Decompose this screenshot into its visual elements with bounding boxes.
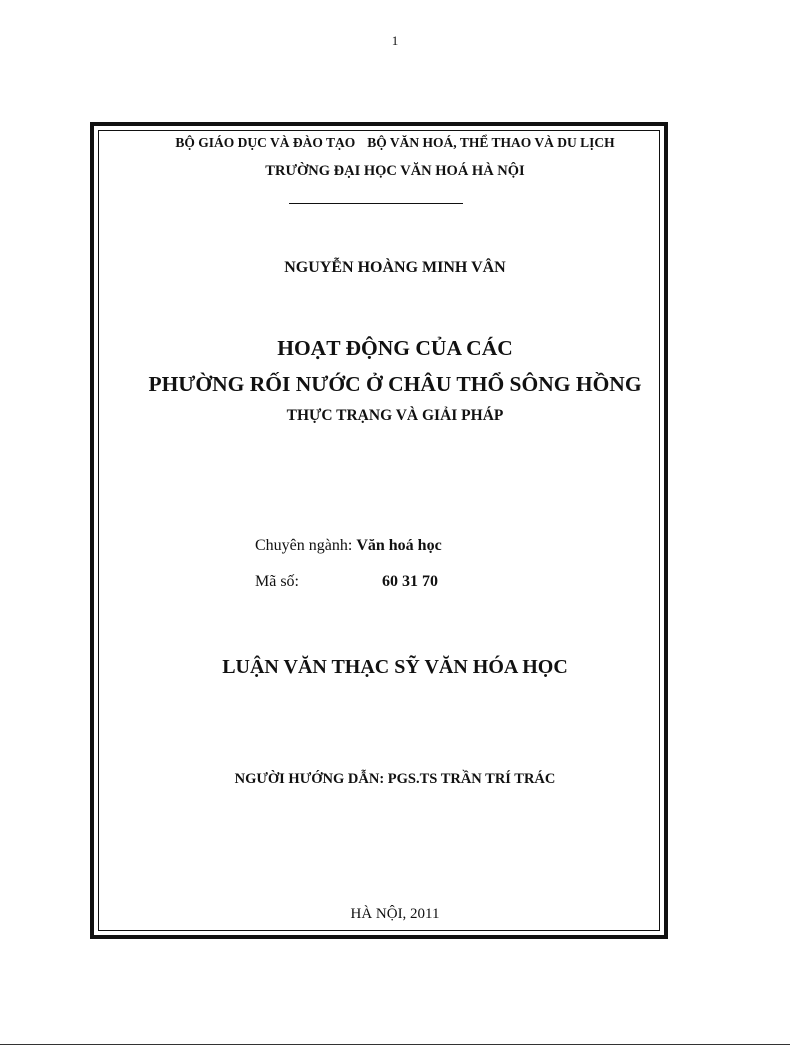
place-year: HÀ NỘI, 2011 [350,906,440,922]
cover-border [90,122,668,939]
thesis-type: LUẬN VĂN THẠC SỸ VĂN HÓA HỌC [222,656,568,678]
cover-inner-border [98,130,660,931]
ministry-culture: BỘ VĂN HOÁ, THỂ THAO VÀ DU LỊCH [367,135,615,150]
ministry-education: BỘ GIÁO DỤC VÀ ĐÀO TẠO [175,135,356,150]
advisor: NGƯỜI HƯỚNG DẪN: PGS.TS TRẦN TRÍ TRÁC [234,771,556,787]
university-name: TRƯỜNG ĐẠI HỌC VĂN HOÁ HÀ NỘI [265,163,525,179]
page-number: 1 [391,33,399,48]
ministries-header [0,135,790,151]
author-name: NGUYỄN HOÀNG MINH VÂN [284,259,506,276]
code-label: Mã số: [255,573,299,590]
code-row [255,573,438,591]
page-bottom-rule [0,1044,790,1045]
thesis-title-line-1: HOẠT ĐỘNG CỦA CÁC [277,336,513,360]
major-value: Văn hoá học [356,537,442,554]
major-row [255,537,442,555]
code-value: 60 31 70 [382,573,438,590]
thesis-subtitle: THỰC TRẠNG VÀ GIẢI PHÁP [286,407,504,424]
header-divider [289,203,463,204]
thesis-title-line-2: PHƯỜNG RỐI NƯỚC Ở CHÂU THỔ SÔNG HỒNG [148,372,642,396]
major-label: Chuyên ngành: [255,537,353,554]
